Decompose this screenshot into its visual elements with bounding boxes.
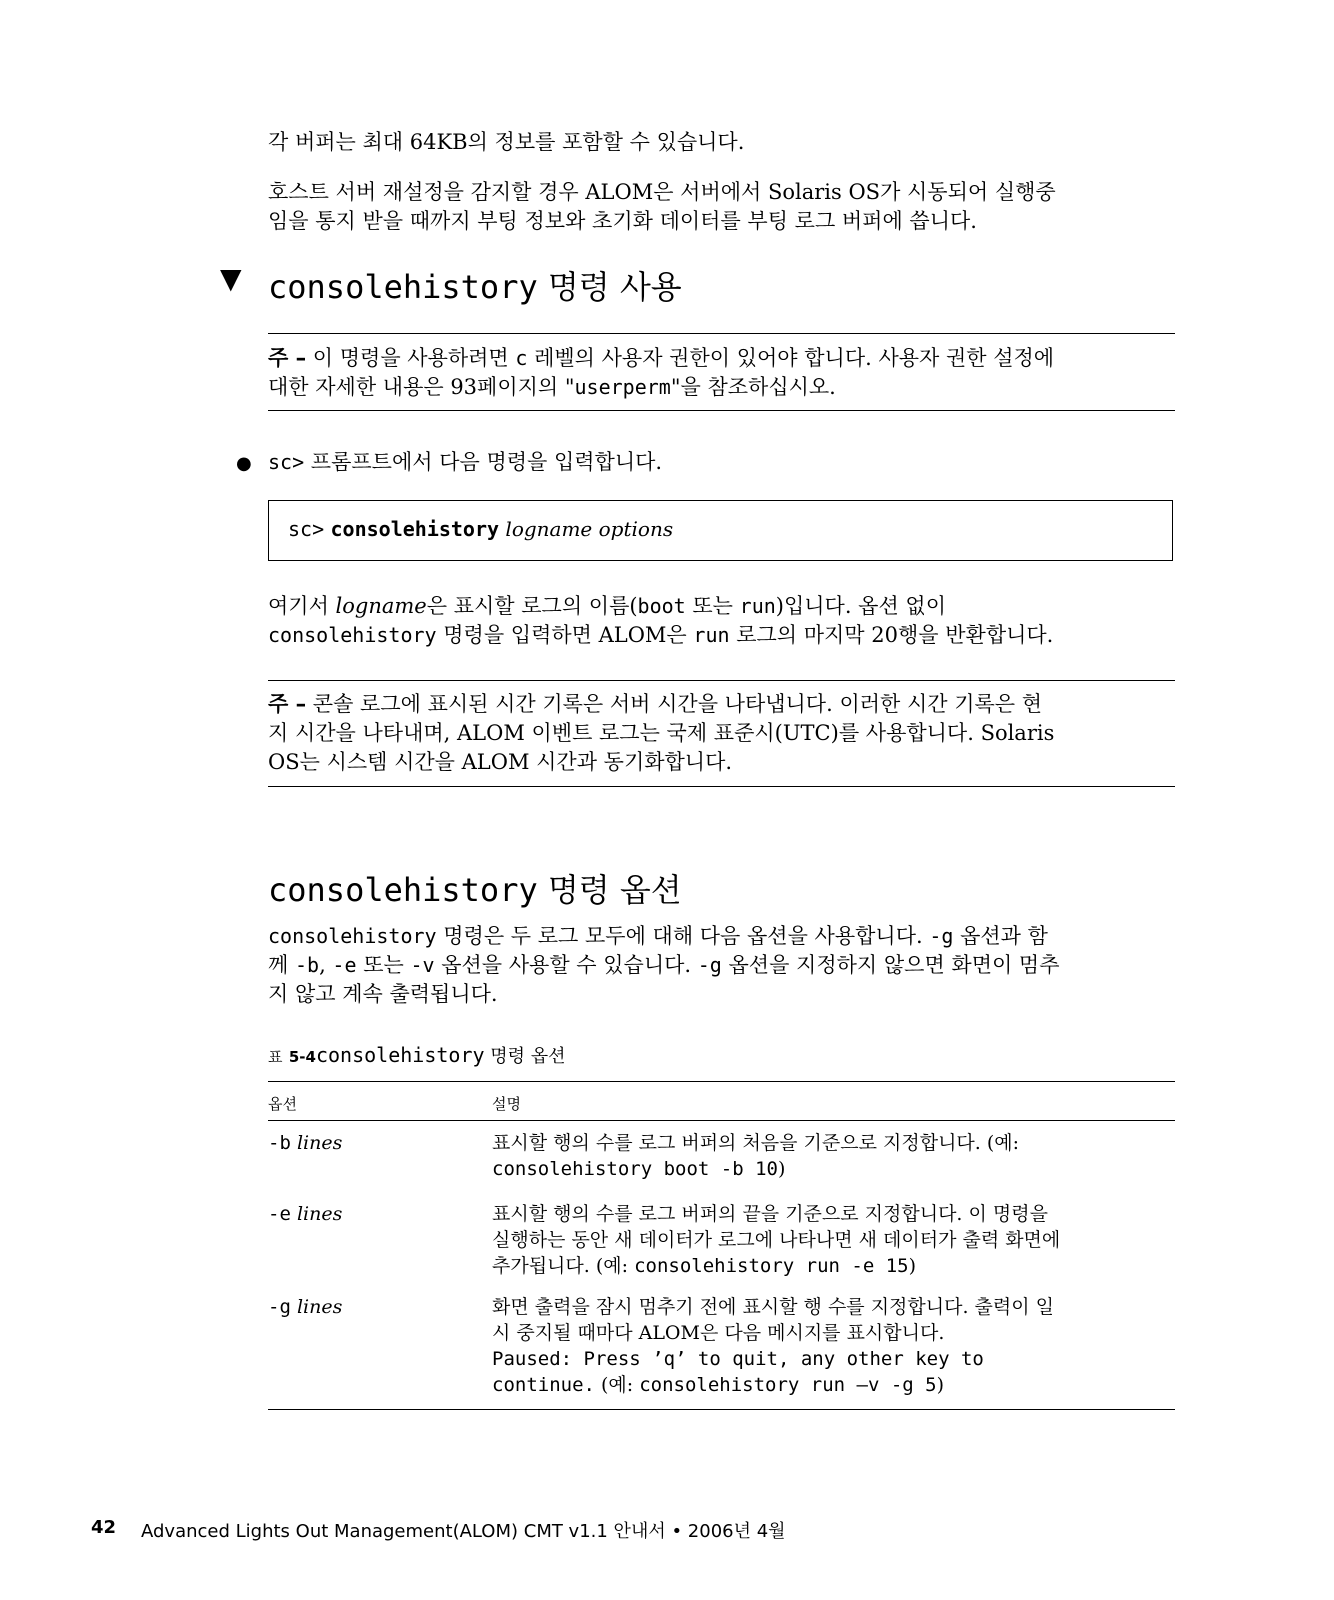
- table-header-rule: [268, 1120, 1175, 1121]
- table-bottom-rule: [268, 1409, 1175, 1410]
- command-args: logname options: [505, 517, 674, 541]
- section-heading-consolehistory-options: [268, 865, 682, 911]
- note-label: 주 –: [268, 346, 307, 370]
- command-line: [288, 517, 673, 541]
- section-heading-consolehistory-usage: [268, 262, 682, 308]
- para-text: )입니다. 옵션 없이: [775, 594, 947, 618]
- intro-paragraph-2-line-2: 임을 통지 받을 때까지 부팅 정보와 초기화 데이터를 부팅 로그 버퍼에 씁니다.: [268, 209, 977, 233]
- description-line: 표시할 행의 수를 로그 버퍼의 처음을 기준으로 지정합니다. (예:: [492, 1132, 1020, 1154]
- caption-command: consolehistory: [315, 1043, 485, 1067]
- description-line: 추가됩니다. (예:: [492, 1255, 635, 1277]
- note-timestamps: [268, 690, 1175, 777]
- para-text: ,: [319, 953, 333, 977]
- intro-paragraph-2: [268, 178, 1056, 236]
- table-top-rule: [268, 1081, 1175, 1082]
- note-text: 콘솔 로그에 표시된 시간 기록은 서버 시간을 나타냅니다. 이러한 시간 기록은 현: [306, 692, 1043, 716]
- option-flag: -g: [268, 1296, 291, 1318]
- heading-text: 명령 사용: [537, 268, 682, 306]
- description-line: ): [908, 1255, 917, 1277]
- inline-code: consolehistory: [268, 623, 437, 647]
- example-code: consolehistory boot -b 10: [492, 1158, 778, 1180]
- option-flag: -b: [268, 1132, 291, 1154]
- description-line: 표시할 행의 수를 로그 버퍼의 끝을 기준으로 지정합니다. 이 명령을: [492, 1203, 1048, 1225]
- caption-text: 명령 옵션: [484, 1046, 566, 1067]
- inline-code: boot: [637, 594, 686, 618]
- step-text: 프롬프트에서 다음 명령을 입력합니다.: [304, 450, 663, 474]
- procedure-marker-icon: ▼: [220, 262, 242, 295]
- note-text: OS는 시스템 시간을 ALOM 시간과 동기화합니다.: [268, 750, 733, 774]
- note-text: "을 참조하십시오.: [670, 375, 836, 399]
- option-arg: lines: [296, 1296, 343, 1318]
- paused-message-code: Paused: Press ’q’ to quit, any other key to: [492, 1348, 984, 1370]
- para-text: 옵션을 사용할 수 있습니다.: [434, 953, 698, 977]
- para-text: 께: [268, 953, 295, 977]
- inline-code: -v: [410, 953, 435, 977]
- note-permission: [268, 344, 1175, 402]
- para-text: 옵션과 함: [953, 924, 1048, 948]
- prompt-code: sc>: [268, 450, 305, 474]
- inline-code: -e: [332, 953, 357, 977]
- para-text: 또는: [685, 594, 740, 618]
- inline-code: c: [515, 346, 528, 370]
- para-text: 명령을 입력하면 ALOM은: [436, 623, 694, 647]
- table-row-option: [268, 1130, 342, 1156]
- option-flag: -e: [268, 1203, 291, 1225]
- heading-text: 명령 옵션: [537, 871, 682, 909]
- option-arg: lines: [296, 1203, 343, 1225]
- option-arg: lines: [296, 1132, 343, 1154]
- example-code: consolehistory run -e 15: [634, 1255, 909, 1277]
- command-name: consolehistory: [330, 517, 500, 541]
- caption-prefix: 표: [268, 1048, 283, 1066]
- description-line: ): [936, 1374, 945, 1396]
- footer-title: Advanced Lights Out Management(ALOM) CMT v1.1 안내서 • 2006년 4월: [141, 1521, 786, 1542]
- para-text: 은 표시할 로그의 이름(: [426, 594, 638, 618]
- intro-paragraph-2-line-1: 호스트 서버 재설정을 감지할 경우 ALOM은 서버에서 Solaris OS가 시동되어 실행중: [268, 180, 1056, 204]
- para-text: 지 않고 계속 출력됩니다.: [268, 982, 498, 1006]
- table-caption: [268, 1042, 566, 1068]
- inline-code: run: [693, 623, 730, 647]
- description-line: 시 중지될 때마다 ALOM은 다음 메시지를 표시합니다.: [492, 1322, 945, 1344]
- note-bottom-divider: [268, 786, 1175, 787]
- command-example-box: [268, 500, 1173, 561]
- logname-paragraph: [268, 592, 1053, 650]
- example-code: consolehistory run –v -g 5: [639, 1374, 937, 1396]
- heading-command: consolehistory: [268, 871, 538, 909]
- note-text: 이 명령을 사용하려면: [306, 346, 516, 370]
- inline-code: -g: [929, 924, 954, 948]
- inline-code: run: [739, 594, 776, 618]
- table-header-description: 설명: [492, 1095, 521, 1113]
- table-row-option: [268, 1201, 342, 1227]
- note-text: 레벨의 사용자 권한이 있어야 합니다. 사용자 권한 설정에: [527, 346, 1055, 370]
- note-text: 대한 자세한 내용은 93페이지의 ": [268, 375, 575, 399]
- description-line: (예:: [594, 1374, 640, 1396]
- para-text: 여기서: [268, 594, 336, 618]
- note-bottom-divider: [268, 410, 1175, 411]
- note-top-divider: [268, 333, 1175, 334]
- command-prompt: sc>: [288, 517, 325, 541]
- heading-command: consolehistory: [268, 268, 538, 306]
- description-line: ): [777, 1158, 786, 1180]
- page-number: 42: [91, 1517, 117, 1538]
- table-row-description: [492, 1294, 1054, 1398]
- note-label: 주 –: [268, 692, 307, 716]
- note-text: 지 시간을 나타내며, ALOM 이벤트 로그는 국제 표준시(UTC)를 사용합니다. Solaris: [268, 721, 1055, 745]
- inline-code: -g: [697, 953, 722, 977]
- step-instruction: [268, 448, 662, 477]
- table-row-option: [268, 1294, 342, 1320]
- para-text: 옵션을 지정하지 않으면 화면이 멈추: [721, 953, 1060, 977]
- note-top-divider: [268, 680, 1175, 681]
- table-row-description: [492, 1201, 1060, 1279]
- step-bullet-icon: ●: [236, 453, 252, 474]
- options-paragraph: [268, 922, 1175, 1009]
- table-header-option: 옵션: [268, 1095, 297, 1113]
- paused-message-code: continue.: [492, 1374, 595, 1396]
- para-text: 로그의 마지막 20행을 반환합니다.: [729, 623, 1054, 647]
- logname-term: logname: [335, 594, 427, 618]
- para-text: 또는: [356, 953, 411, 977]
- inline-code: userperm: [574, 375, 671, 399]
- caption-number: 5-4: [288, 1048, 316, 1066]
- inline-code: consolehistory: [268, 924, 437, 948]
- para-text: 명령은 두 로그 모두에 대해 다음 옵션을 사용합니다.: [436, 924, 930, 948]
- intro-paragraph-1: 각 버퍼는 최대 64KB의 정보를 포함할 수 있습니다.: [268, 130, 745, 154]
- table-row-description: [492, 1130, 1019, 1182]
- description-line: 실행하는 동안 새 데이터가 로그에 나타나면 새 데이터가 출력 화면에: [492, 1229, 1061, 1251]
- description-line: 화면 출력을 잠시 멈추기 전에 표시할 행 수를 지정합니다. 출력이 일: [492, 1296, 1054, 1318]
- inline-code: -b: [294, 953, 320, 977]
